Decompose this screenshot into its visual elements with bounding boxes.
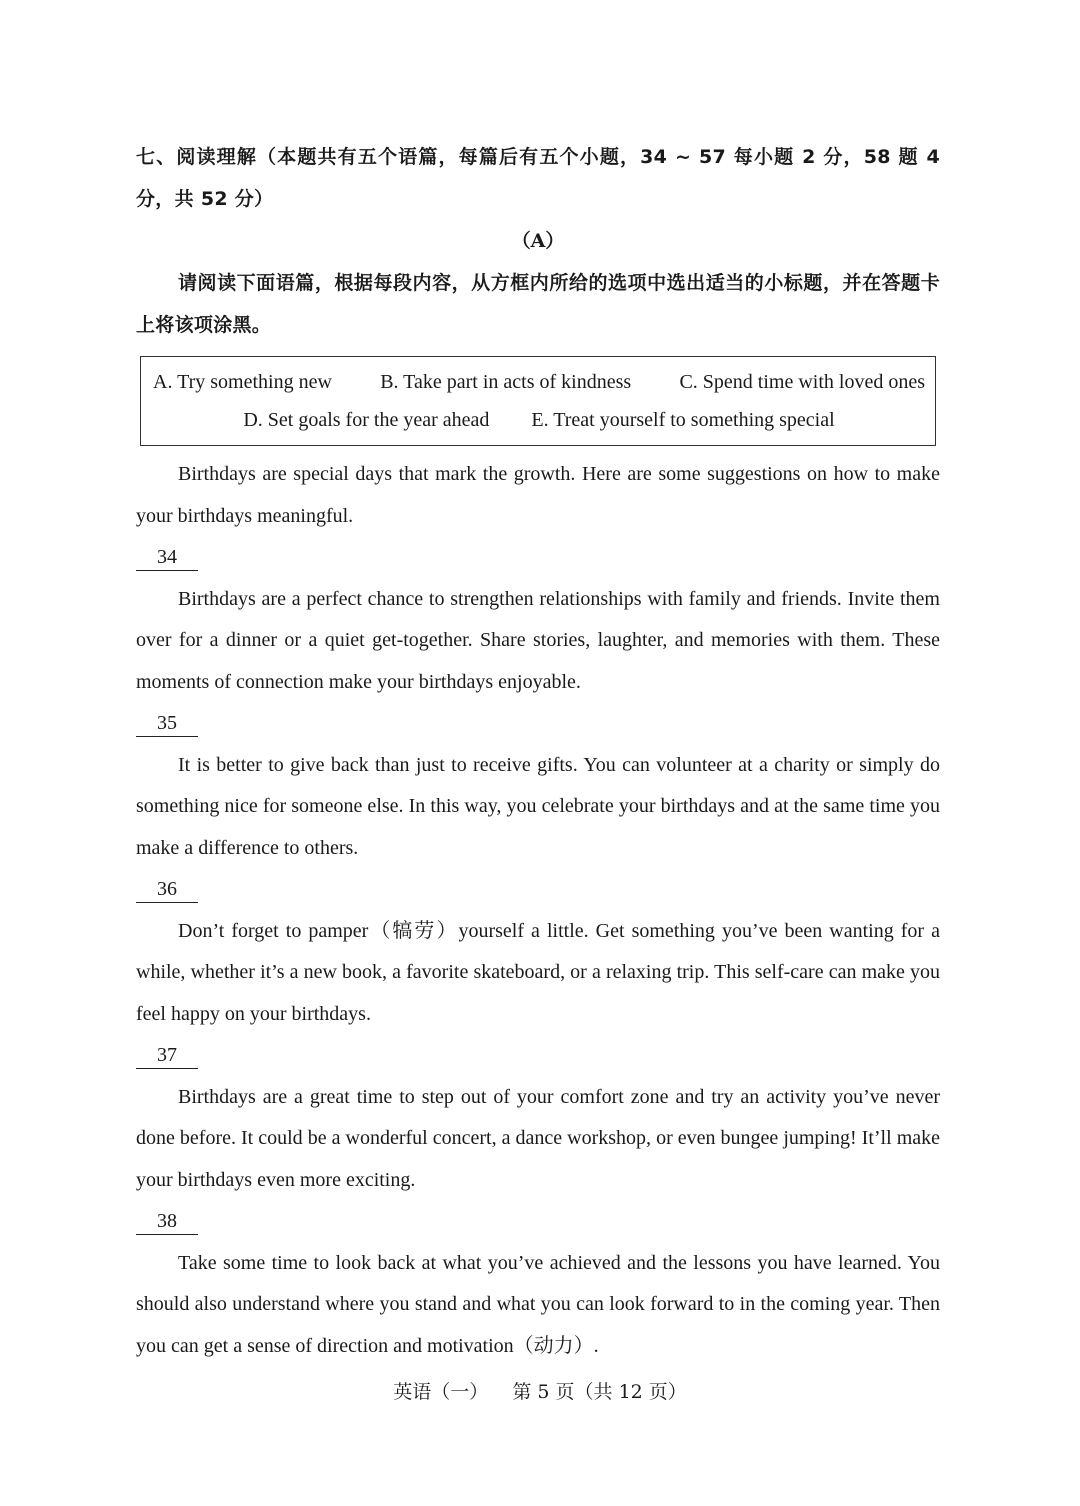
- footer-page-number: 第 5 页（共 12 页）: [512, 1381, 687, 1403]
- instruction-text: 请阅读下面语篇，根据每段内容，从方框内所给的选项中选出适当的小标题，并在答题卡上将该项涂黑。: [136, 272, 940, 336]
- option-a: A. Try something new: [153, 371, 332, 393]
- option-c: C. Spend time with loved ones: [679, 371, 925, 393]
- section-heading: 七、阅读理解（本题共有五个语篇，每篇后有五个小题，34 ~ 57 每小题 2 分，58 题 4 分，共 52 分）: [136, 146, 940, 210]
- page-footer: [0, 1372, 1080, 1412]
- footer-subject: 英语（一）: [393, 1381, 489, 1403]
- answer-blank-38: [136, 1201, 940, 1243]
- option-e: E. Treat yourself to something special: [531, 409, 835, 431]
- blank-number: 36: [136, 876, 198, 903]
- paragraph-37: Birthdays are a great time to step out of your comfort zone and try an activity you’ve never done before. It could be a wonderful concert, a dance workshop, or even bungee jumping! It’ll make your birthdays even more exciting.: [136, 1085, 940, 1191]
- paragraph-36: Don’t forget to pamper（犒劳）yourself a little. Get something you’ve been wanting for a while, whether it’s a new book, a favorite skateboard, or a relaxing trip. This self-care can make you feel happy on your birthdays.: [136, 919, 940, 1025]
- answer-blank-37: [136, 1035, 940, 1077]
- blank-number: 34: [136, 544, 198, 571]
- blank-number: 37: [136, 1042, 198, 1069]
- blank-number: 35: [136, 710, 198, 737]
- answer-blank-36: [136, 869, 940, 911]
- passage-label: （A）: [511, 230, 565, 252]
- options-row-1: [153, 363, 925, 401]
- blank-number: 38: [136, 1208, 198, 1235]
- paragraph-35: It is better to give back than just to receive gifts. You can volunteer at a charity or simply do something nice for someone else. In this way, you celebrate your birthdays and at the same time you make a difference to others.: [136, 753, 940, 859]
- page-content: [136, 136, 940, 1367]
- paragraph-34: Birthdays are a perfect chance to strengthen relationships with family and friends. Invite them over for a dinner or a quiet get-together. Share stories, laughter, and memories with them. These moments of connection make your birthdays enjoyable.: [136, 587, 940, 693]
- option-d: D. Set goals for the year ahead: [243, 409, 490, 431]
- intro-paragraph: Birthdays are special days that mark the growth. Here are some suggestions on how to make your birthdays meaningful.: [136, 463, 940, 527]
- options-row-2: [153, 401, 925, 439]
- paragraph-38: Take some time to look back at what you’ve achieved and the lessons you have learned. You should also understand where you stand and what you can look forward to in the coming year. Then you can get a sense of direction and motivation（动力）.: [136, 1251, 940, 1357]
- answer-blank-35: [136, 703, 940, 745]
- option-b: B. Take part in acts of kindness: [380, 371, 632, 393]
- options-box: [140, 356, 936, 446]
- answer-blank-34: [136, 537, 940, 579]
